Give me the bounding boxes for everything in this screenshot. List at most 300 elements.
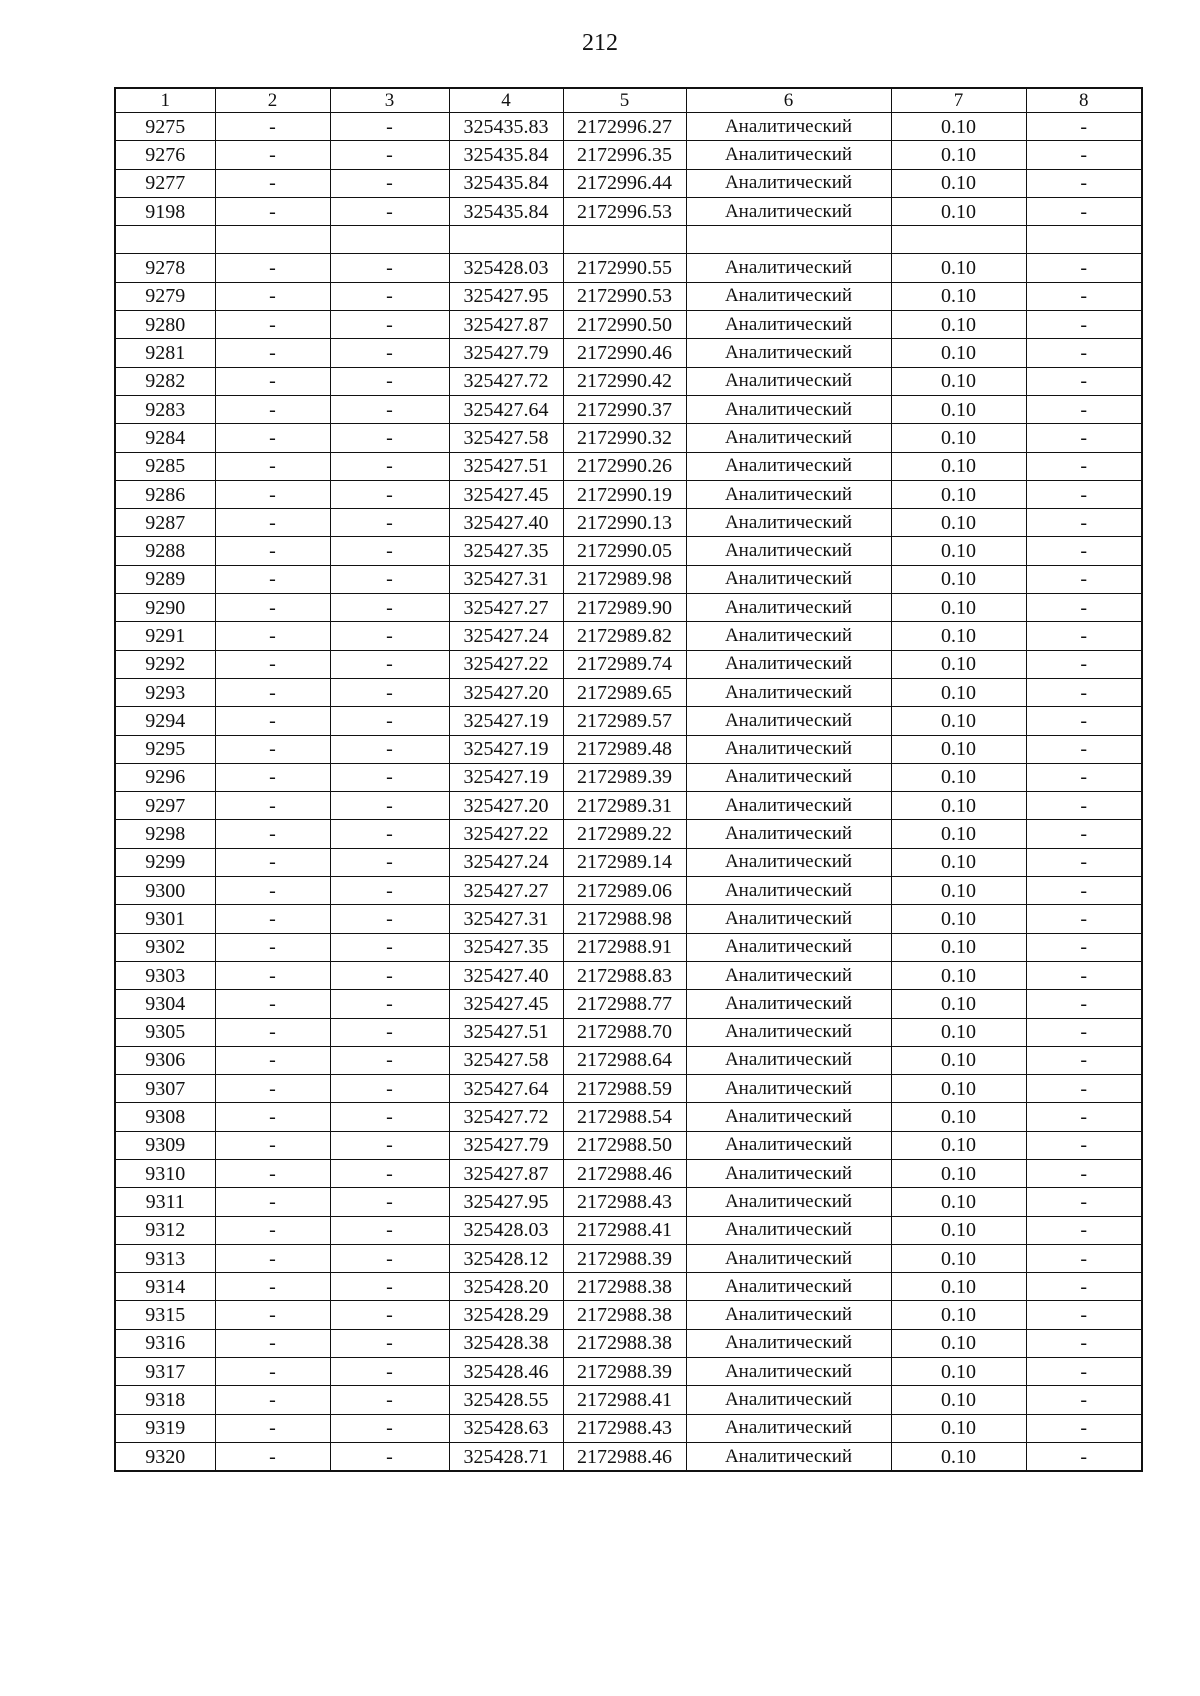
col2-cell: - [215, 792, 330, 820]
table-row [115, 254, 1142, 282]
table-row [115, 961, 1142, 989]
accuracy-cell: 0.10 [891, 792, 1026, 820]
point-number-cell: 9317 [115, 1358, 215, 1386]
accuracy-cell: 0.10 [891, 1386, 1026, 1414]
table-row [115, 537, 1142, 565]
point-number-cell: 9286 [115, 480, 215, 508]
col8-cell: - [1026, 1188, 1142, 1216]
col3-cell: - [330, 1244, 449, 1272]
col8-cell: - [1026, 1103, 1142, 1131]
y-coordinate-cell: 2172988.91 [563, 933, 686, 961]
col8-cell: - [1026, 1414, 1142, 1442]
col2-cell: - [215, 735, 330, 763]
method-cell: Аналитический [686, 735, 891, 763]
method-cell: Аналитический [686, 1216, 891, 1244]
y-coordinate-cell: 2172989.31 [563, 792, 686, 820]
table-row [115, 877, 1142, 905]
col3-cell: - [330, 848, 449, 876]
accuracy-cell: 0.10 [891, 622, 1026, 650]
col3-cell: - [330, 1075, 449, 1103]
point-number-cell: 9282 [115, 367, 215, 395]
col3-cell: - [330, 678, 449, 706]
col2-cell: - [215, 367, 330, 395]
x-coordinate-cell: 325427.45 [449, 990, 563, 1018]
table-row [115, 424, 1142, 452]
table-row [115, 1329, 1142, 1357]
x-coordinate-cell: 325427.95 [449, 282, 563, 310]
accuracy-cell: 0.10 [891, 395, 1026, 423]
col8-cell: - [1026, 820, 1142, 848]
column-header: 5 [563, 88, 686, 113]
col3-cell: - [330, 933, 449, 961]
col2-cell: - [215, 1329, 330, 1357]
method-cell: Аналитический [686, 424, 891, 452]
x-coordinate-cell: 325428.03 [449, 254, 563, 282]
table-row [115, 367, 1142, 395]
accuracy-cell: 0.10 [891, 367, 1026, 395]
accuracy-cell: 0.10 [891, 1244, 1026, 1272]
point-number-cell: 9296 [115, 763, 215, 791]
accuracy-cell: 0.10 [891, 1018, 1026, 1046]
table-row [115, 141, 1142, 169]
y-coordinate-cell: 2172988.39 [563, 1358, 686, 1386]
table-row [115, 1386, 1142, 1414]
point-number-cell: 9308 [115, 1103, 215, 1131]
x-coordinate-cell: 325427.24 [449, 848, 563, 876]
accuracy-cell: 0.10 [891, 1301, 1026, 1329]
point-number-cell: 9291 [115, 622, 215, 650]
y-coordinate-cell: 2172989.90 [563, 594, 686, 622]
col8-cell: - [1026, 169, 1142, 197]
col3-cell: - [330, 537, 449, 565]
method-cell: Аналитический [686, 1018, 891, 1046]
method-cell: Аналитический [686, 113, 891, 141]
y-coordinate-cell: 2172988.77 [563, 990, 686, 1018]
accuracy-cell: 0.10 [891, 650, 1026, 678]
x-coordinate-cell: 325427.35 [449, 933, 563, 961]
y-coordinate-cell: 2172989.14 [563, 848, 686, 876]
accuracy-cell: 0.10 [891, 933, 1026, 961]
col2-cell: - [215, 537, 330, 565]
col2-cell: - [215, 424, 330, 452]
col8-cell: - [1026, 1244, 1142, 1272]
method-cell: Аналитический [686, 452, 891, 480]
col3-cell: - [330, 509, 449, 537]
method-cell: Аналитический [686, 395, 891, 423]
x-coordinate-cell: 325427.58 [449, 424, 563, 452]
point-number-cell: 9287 [115, 509, 215, 537]
accuracy-cell: 0.10 [891, 763, 1026, 791]
y-coordinate-cell: 2172996.44 [563, 169, 686, 197]
table-row [115, 113, 1142, 141]
method-cell: Аналитический [686, 1273, 891, 1301]
col2-cell: - [215, 1046, 330, 1074]
col3-cell [330, 226, 449, 254]
col8-cell: - [1026, 622, 1142, 650]
accuracy-cell: 0.10 [891, 169, 1026, 197]
x-coordinate-cell: 325428.12 [449, 1244, 563, 1272]
point-number-cell: 9300 [115, 877, 215, 905]
method-cell [686, 226, 891, 254]
accuracy-cell: 0.10 [891, 509, 1026, 537]
col8-cell: - [1026, 735, 1142, 763]
x-coordinate-cell: 325427.31 [449, 905, 563, 933]
accuracy-cell: 0.10 [891, 877, 1026, 905]
y-coordinate-cell: 2172990.55 [563, 254, 686, 282]
accuracy-cell: 0.10 [891, 1273, 1026, 1301]
accuracy-cell: 0.10 [891, 1131, 1026, 1159]
col2-cell: - [215, 509, 330, 537]
col8-cell: - [1026, 311, 1142, 339]
y-coordinate-cell: 2172988.39 [563, 1244, 686, 1272]
table-row [115, 1103, 1142, 1131]
col8-cell: - [1026, 1329, 1142, 1357]
x-coordinate-cell: 325427.22 [449, 650, 563, 678]
method-cell: Аналитический [686, 537, 891, 565]
col8-cell: - [1026, 707, 1142, 735]
table-row [115, 1075, 1142, 1103]
x-coordinate-cell [449, 226, 563, 254]
col2-cell: - [215, 395, 330, 423]
col8-cell: - [1026, 113, 1142, 141]
point-number-cell: 9319 [115, 1414, 215, 1442]
col2-cell: - [215, 1273, 330, 1301]
method-cell: Аналитический [686, 1131, 891, 1159]
col2-cell: - [215, 1018, 330, 1046]
accuracy-cell: 0.10 [891, 480, 1026, 508]
point-number-cell: 9304 [115, 990, 215, 1018]
col2-cell: - [215, 565, 330, 593]
col2-cell: - [215, 1414, 330, 1442]
x-coordinate-cell: 325427.45 [449, 480, 563, 508]
col8-cell: - [1026, 197, 1142, 225]
col8-cell: - [1026, 1358, 1142, 1386]
x-coordinate-cell: 325427.72 [449, 1103, 563, 1131]
table-row [115, 933, 1142, 961]
col2-cell: - [215, 1075, 330, 1103]
col2-cell: - [215, 311, 330, 339]
accuracy-cell: 0.10 [891, 1414, 1026, 1442]
col3-cell: - [330, 1386, 449, 1414]
col8-cell: - [1026, 395, 1142, 423]
table-row [115, 480, 1142, 508]
accuracy-cell: 0.10 [891, 424, 1026, 452]
y-coordinate-cell: 2172988.43 [563, 1188, 686, 1216]
col3-cell: - [330, 1358, 449, 1386]
col3-cell: - [330, 452, 449, 480]
y-coordinate-cell: 2172988.54 [563, 1103, 686, 1131]
x-coordinate-cell: 325427.64 [449, 1075, 563, 1103]
table-row [115, 820, 1142, 848]
column-header: 4 [449, 88, 563, 113]
accuracy-cell: 0.10 [891, 141, 1026, 169]
point-number-cell: 9299 [115, 848, 215, 876]
col3-cell: - [330, 622, 449, 650]
table-row [115, 169, 1142, 197]
column-header: 6 [686, 88, 891, 113]
col3-cell: - [330, 1329, 449, 1357]
x-coordinate-cell: 325428.20 [449, 1273, 563, 1301]
x-coordinate-cell: 325427.19 [449, 707, 563, 735]
col8-cell [1026, 226, 1142, 254]
point-number-cell: 9298 [115, 820, 215, 848]
column-header: 2 [215, 88, 330, 113]
col3-cell: - [330, 1414, 449, 1442]
x-coordinate-cell: 325427.87 [449, 1159, 563, 1187]
accuracy-cell: 0.10 [891, 565, 1026, 593]
col3-cell: - [330, 282, 449, 310]
page-number: 212 [582, 30, 618, 56]
x-coordinate-cell: 325427.79 [449, 339, 563, 367]
method-cell: Аналитический [686, 311, 891, 339]
point-number-cell: 9279 [115, 282, 215, 310]
y-coordinate-cell [563, 226, 686, 254]
x-coordinate-cell: 325427.58 [449, 1046, 563, 1074]
y-coordinate-cell: 2172988.38 [563, 1329, 686, 1357]
method-cell: Аналитический [686, 848, 891, 876]
x-coordinate-cell: 325435.84 [449, 141, 563, 169]
method-cell: Аналитический [686, 509, 891, 537]
y-coordinate-cell: 2172988.43 [563, 1414, 686, 1442]
method-cell: Аналитический [686, 141, 891, 169]
method-cell: Аналитический [686, 792, 891, 820]
x-coordinate-cell: 325427.31 [449, 565, 563, 593]
col2-cell: - [215, 169, 330, 197]
y-coordinate-cell: 2172990.42 [563, 367, 686, 395]
table-row [115, 1131, 1142, 1159]
table-row [115, 594, 1142, 622]
method-cell: Аналитический [686, 1386, 891, 1414]
point-number-cell: 9312 [115, 1216, 215, 1244]
y-coordinate-cell: 2172990.50 [563, 311, 686, 339]
col2-cell: - [215, 877, 330, 905]
accuracy-cell: 0.10 [891, 990, 1026, 1018]
method-cell: Аналитический [686, 990, 891, 1018]
col8-cell: - [1026, 480, 1142, 508]
point-number-cell: 9276 [115, 141, 215, 169]
col8-cell: - [1026, 1442, 1142, 1471]
table-row [115, 848, 1142, 876]
table-row [115, 1018, 1142, 1046]
col3-cell: - [330, 367, 449, 395]
method-cell: Аналитический [686, 1301, 891, 1329]
method-cell: Аналитический [686, 905, 891, 933]
x-coordinate-cell: 325427.51 [449, 1018, 563, 1046]
col2-cell: - [215, 594, 330, 622]
method-cell: Аналитический [686, 1358, 891, 1386]
table-row [115, 339, 1142, 367]
point-number-cell: 9302 [115, 933, 215, 961]
point-number-cell: 9309 [115, 1131, 215, 1159]
point-number-cell: 9320 [115, 1442, 215, 1471]
table-row [115, 735, 1142, 763]
method-cell: Аналитический [686, 820, 891, 848]
x-coordinate-cell: 325427.27 [449, 877, 563, 905]
accuracy-cell: 0.10 [891, 1075, 1026, 1103]
accuracy-cell: 0.10 [891, 961, 1026, 989]
point-number-cell [115, 226, 215, 254]
y-coordinate-cell: 2172988.50 [563, 1131, 686, 1159]
accuracy-cell: 0.10 [891, 113, 1026, 141]
method-cell: Аналитический [686, 763, 891, 791]
col8-cell: - [1026, 678, 1142, 706]
method-cell: Аналитический [686, 622, 891, 650]
point-number-cell: 9316 [115, 1329, 215, 1357]
table-row [115, 509, 1142, 537]
y-coordinate-cell: 2172996.35 [563, 141, 686, 169]
col3-cell: - [330, 169, 449, 197]
accuracy-cell: 0.10 [891, 594, 1026, 622]
method-cell: Аналитический [686, 339, 891, 367]
method-cell: Аналитический [686, 1046, 891, 1074]
col8-cell: - [1026, 1216, 1142, 1244]
point-number-cell: 9275 [115, 113, 215, 141]
col8-cell: - [1026, 848, 1142, 876]
col2-cell: - [215, 990, 330, 1018]
col8-cell: - [1026, 282, 1142, 310]
table-row [115, 226, 1142, 254]
method-cell: Аналитический [686, 254, 891, 282]
table-row [115, 1159, 1142, 1187]
method-cell: Аналитический [686, 1103, 891, 1131]
x-coordinate-cell: 325427.19 [449, 735, 563, 763]
accuracy-cell: 0.10 [891, 197, 1026, 225]
y-coordinate-cell: 2172989.74 [563, 650, 686, 678]
accuracy-cell: 0.10 [891, 1358, 1026, 1386]
x-coordinate-cell: 325435.84 [449, 169, 563, 197]
y-coordinate-cell: 2172989.98 [563, 565, 686, 593]
y-coordinate-cell: 2172988.98 [563, 905, 686, 933]
col2-cell: - [215, 1442, 330, 1471]
accuracy-cell: 0.10 [891, 537, 1026, 565]
col2-cell: - [215, 1386, 330, 1414]
accuracy-cell: 0.10 [891, 735, 1026, 763]
col2-cell: - [215, 141, 330, 169]
col8-cell: - [1026, 254, 1142, 282]
table-row [115, 707, 1142, 735]
x-coordinate-cell: 325427.40 [449, 961, 563, 989]
method-cell: Аналитический [686, 1188, 891, 1216]
point-number-cell: 9284 [115, 424, 215, 452]
col8-cell: - [1026, 877, 1142, 905]
col2-cell: - [215, 1131, 330, 1159]
col3-cell: - [330, 1188, 449, 1216]
col8-cell: - [1026, 1018, 1142, 1046]
col2-cell: - [215, 622, 330, 650]
table-row [115, 1244, 1142, 1272]
col2-cell: - [215, 905, 330, 933]
col3-cell: - [330, 735, 449, 763]
method-cell: Аналитический [686, 594, 891, 622]
table-row [115, 1216, 1142, 1244]
col3-cell: - [330, 650, 449, 678]
col3-cell: - [330, 197, 449, 225]
x-coordinate-cell: 325427.24 [449, 622, 563, 650]
coordinates-table [114, 87, 1143, 1472]
col3-cell: - [330, 1159, 449, 1187]
col2-cell: - [215, 1159, 330, 1187]
col2-cell: - [215, 197, 330, 225]
accuracy-cell: 0.10 [891, 339, 1026, 367]
method-cell: Аналитический [686, 565, 891, 593]
column-header: 1 [115, 88, 215, 113]
method-cell: Аналитический [686, 367, 891, 395]
y-coordinate-cell: 2172990.32 [563, 424, 686, 452]
method-cell: Аналитический [686, 933, 891, 961]
col3-cell: - [330, 1103, 449, 1131]
method-cell: Аналитический [686, 1244, 891, 1272]
y-coordinate-cell: 2172988.46 [563, 1159, 686, 1187]
method-cell: Аналитический [686, 1442, 891, 1471]
accuracy-cell: 0.10 [891, 1159, 1026, 1187]
table-row [115, 311, 1142, 339]
accuracy-cell: 0.10 [891, 820, 1026, 848]
x-coordinate-cell: 325428.71 [449, 1442, 563, 1471]
col2-cell: - [215, 254, 330, 282]
col3-cell: - [330, 594, 449, 622]
col2-cell: - [215, 1358, 330, 1386]
x-coordinate-cell: 325428.46 [449, 1358, 563, 1386]
col8-cell: - [1026, 990, 1142, 1018]
col8-cell: - [1026, 141, 1142, 169]
accuracy-cell: 0.10 [891, 905, 1026, 933]
col8-cell: - [1026, 1131, 1142, 1159]
col2-cell: - [215, 1188, 330, 1216]
point-number-cell: 9305 [115, 1018, 215, 1046]
point-number-cell: 9307 [115, 1075, 215, 1103]
method-cell: Аналитический [686, 480, 891, 508]
col2-cell: - [215, 678, 330, 706]
point-number-cell: 9283 [115, 395, 215, 423]
y-coordinate-cell: 2172988.38 [563, 1273, 686, 1301]
y-coordinate-cell: 2172988.70 [563, 1018, 686, 1046]
method-cell: Аналитический [686, 1075, 891, 1103]
col8-cell: - [1026, 367, 1142, 395]
col8-cell: - [1026, 509, 1142, 537]
table-header-row [115, 88, 1142, 113]
method-cell: Аналитический [686, 678, 891, 706]
accuracy-cell: 0.10 [891, 254, 1026, 282]
point-number-cell: 9314 [115, 1273, 215, 1301]
col8-cell: - [1026, 1159, 1142, 1187]
table-row [115, 678, 1142, 706]
method-cell: Аналитический [686, 707, 891, 735]
accuracy-cell: 0.10 [891, 1442, 1026, 1471]
accuracy-cell: 0.10 [891, 1188, 1026, 1216]
x-coordinate-cell: 325427.95 [449, 1188, 563, 1216]
point-number-cell: 9288 [115, 537, 215, 565]
point-number-cell: 9313 [115, 1244, 215, 1272]
table-row [115, 763, 1142, 791]
col2-cell: - [215, 763, 330, 791]
x-coordinate-cell: 325427.27 [449, 594, 563, 622]
col3-cell: - [330, 141, 449, 169]
col8-cell: - [1026, 424, 1142, 452]
col2-cell: - [215, 452, 330, 480]
point-number-cell: 9315 [115, 1301, 215, 1329]
method-cell: Аналитический [686, 961, 891, 989]
table-row [115, 1442, 1142, 1471]
y-coordinate-cell: 2172988.64 [563, 1046, 686, 1074]
y-coordinate-cell: 2172989.22 [563, 820, 686, 848]
col2-cell: - [215, 480, 330, 508]
col3-cell: - [330, 961, 449, 989]
table-row [115, 282, 1142, 310]
y-coordinate-cell: 2172988.41 [563, 1216, 686, 1244]
y-coordinate-cell: 2172989.82 [563, 622, 686, 650]
col2-cell: - [215, 820, 330, 848]
method-cell: Аналитический [686, 1159, 891, 1187]
